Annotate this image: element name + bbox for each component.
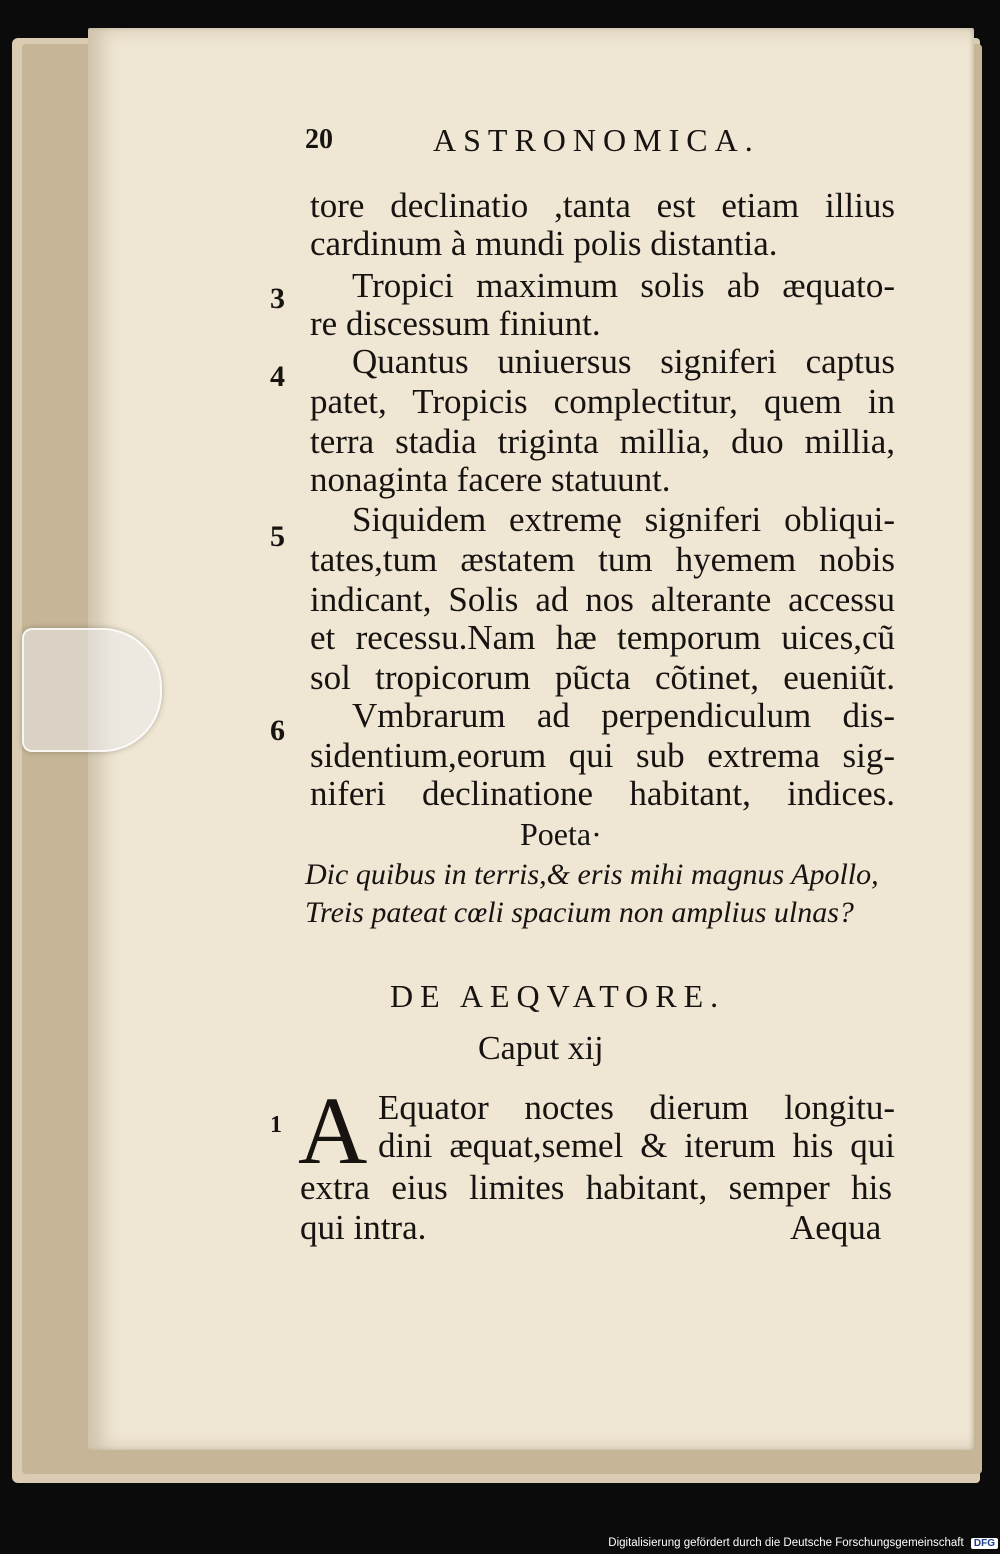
text-line: niferi declinatione habitant, indices. — [310, 774, 895, 813]
text-line: cardinum à mundi polis distantia. — [310, 224, 778, 263]
dfg-logo-icon[interactable]: DFG — [971, 1538, 998, 1549]
marginal-number: 5 — [270, 520, 285, 553]
chapter-number: Caput xij — [478, 1030, 604, 1067]
page-number: 20 — [305, 124, 333, 155]
running-title: ASTRONOMICA. — [433, 122, 760, 158]
text-line: tates,tum æstatem tum hyemem nobis — [310, 540, 895, 579]
verse-line: Dic quibus in terris,& eris mihi magnus Apollo, — [305, 858, 879, 891]
credit-text: Digitalisierung gefördert durch die Deutsche Forschungsgemeinschaft — [608, 1537, 964, 1549]
text-line: qui intra. — [300, 1208, 427, 1247]
marginal-number: 4 — [270, 360, 285, 393]
text-line: Quantus uniuersus signiferi captus — [352, 342, 895, 381]
page-header — [305, 124, 815, 164]
text-line: tore declinatio ,tanta est etiam illius — [310, 186, 895, 225]
text-line: terra stadia triginta millia, duo millia, — [310, 422, 895, 461]
text-line: extra eius limites habitant, semper his — [300, 1168, 892, 1207]
marginal-number: 1 — [270, 1112, 282, 1138]
text-line: indicant, Solis ad nos alterante accessu — [310, 580, 895, 619]
text-line: sol tropicorum pũcta cõtinet, eueniũt. — [310, 658, 895, 697]
drop-cap: A — [298, 1077, 368, 1184]
text-line: Vmbrarum ad perpendiculum dis- — [352, 696, 895, 735]
catchword: Aequa — [790, 1208, 882, 1247]
poeta-label: Poeta· — [520, 816, 602, 852]
text-line: sidentium,eorum qui sub extrema sig- — [310, 736, 895, 775]
text-line: Siquidem extremę signiferi obliqui- — [352, 500, 895, 539]
text-line: re discessum finiunt. — [310, 304, 601, 343]
text-line: et recessu.Nam hæ temporum uices,cũ — [310, 618, 895, 657]
text-line: patet, Tropicis complectitur, quem in — [310, 382, 895, 421]
text-line: Tropici maximum solis ab æquato- — [352, 266, 895, 305]
marginal-number: 3 — [270, 282, 285, 315]
digitization-credit — [520, 1537, 998, 1554]
text-line: Equator noctes dierum longitu- — [378, 1088, 895, 1127]
text-line: dini æquat,semel & iterum his qui — [378, 1126, 895, 1165]
verse-line: Treis pateat cœli spacium non amplius ulnas? — [305, 896, 854, 929]
text-line: nonaginta facere statuunt. — [310, 460, 671, 499]
marginal-number: 6 — [270, 714, 285, 747]
section-heading: DE AEQVATORE. — [390, 978, 726, 1014]
